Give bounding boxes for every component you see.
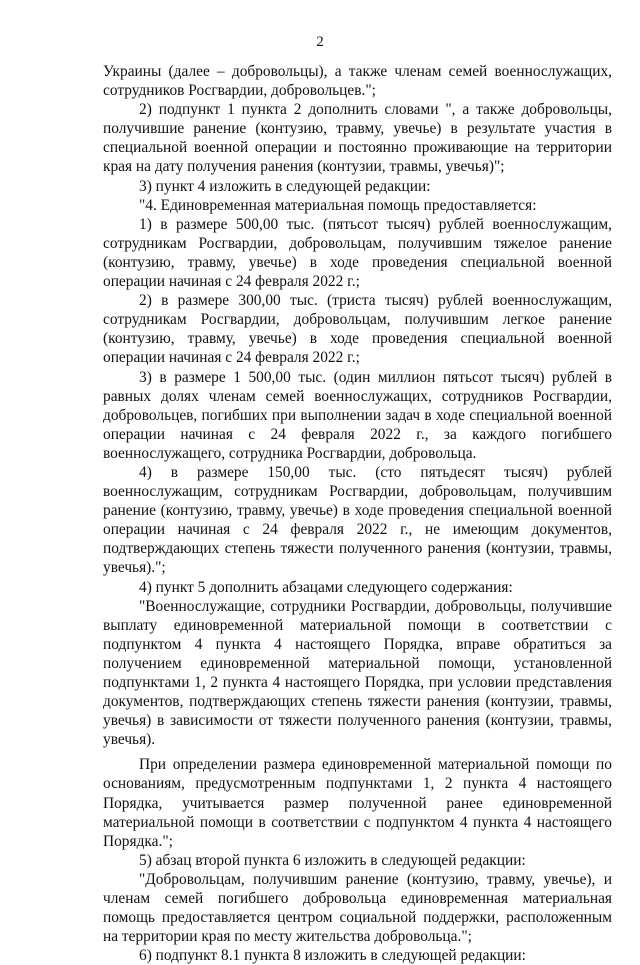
paragraph-continuation: Украины (далее – добровольцы), а также членам семей военнослужащих, сотрудников Росгвардии, добровольцев.";: [103, 63, 612, 100]
paragraph-determination: При определении размера единовременной материальной помощи по основаниям, предусмотренным подпунктами 1, 2 пункта 4 настоящего Порядка, учитывается размер полученной ранее единовременной материальной помощи в соответствии с подпунктом 4 пункта 4 настоящего Порядка.";: [103, 756, 612, 850]
paragraph-subpoint-2: 2) в размере 300,00 тыс. (триста тысяч) рублей военнослужащим, сотрудникам Росгвардии, добровольцам, получившим легкое ранение (контузию, травму, увечье) в ходе проведения специальной военной операции начиная с 24 февраля 2022 г.;: [103, 292, 612, 367]
paragraph-subpoint-1: 1) в размере 500,00 тыс. (пятьсот тысяч) рублей военнослужащим, сотрудникам Росгвардии, добровольцам, получившим тяжелое ранение (контузию, травму, увечье) в ходе проведения специальной военной операции начиная с 24 февраля 2022 г.;: [103, 215, 612, 291]
paragraph-item-4: 4) пункт 5 дополнить абзацами следующего содержания:: [139, 578, 513, 596]
paragraph-quoted-military: "Военнослужащие, сотрудники Росгвардии, добровольцы, получившие выплату единовременной материальной помощи в соответствии с подпунктом 4 пункта 4 настоящего Порядка, вправе обратиться за получением единовременной материальной помощи, установленной подпунктами 1, 2 пункта 4 настоящего Порядка, при условии представления документов, подтверждающих степень тяжести ранения (контузии, травмы, увечья) в зависимости от тяжести полученного ранения (контузии, травмы, увечья).: [103, 597, 612, 749]
document-body: [103, 62, 612, 965]
paragraph-item-5: 5) абзац второй пункта 6 изложить в следующей редакции:: [139, 851, 526, 869]
paragraph-quoted-volunteers: "Добровольцам, получившим ранение (контузию, травму, увечье), и членам семей погибшего добровольца единовременная материальная помощь предоставляется центром социальной поддержки, расположенным на территории края по месту жительства добровольца.";: [103, 870, 612, 946]
paragraph-item-6: 6) подпункт 8.1 пункта 8 изложить в следующей редакции:: [139, 947, 526, 965]
paragraph-item-3: 3) пункт 4 изложить в следующей редакции:: [139, 177, 431, 195]
paragraph-point-4-intro: "4. Единовременная материальная помощь предоставляется:: [139, 196, 537, 214]
page-number: 2: [316, 34, 324, 50]
paragraph-subpoint-3: 3) в размере 1 500,00 тыс. (один миллион пятьсот тысяч) рублей в равных долях членам семей военнослужащих, сотрудников Росгвардии, добровольцев, погибших при выполнении задач в ходе специальной военной операции начиная с 24 февраля 2022 г., за каждого погибшего военнослужащего, сотрудника Росгвардии, добровольца.: [103, 368, 612, 462]
paragraph-item-2: 2) подпункт 1 пункта 2 дополнить словами ", а также добровольцы, получившие ранение (контузию, травму, увечье) в результате участия в специальной военной операции и постоянно проживающие на территории края на дату получения ранения (контузии, травмы, увечья)";: [103, 101, 612, 176]
paragraph-subpoint-4: 4) в размере 150,00 тыс. (сто пятьдесят тысяч) рублей военнослужащим, сотрудникам Росгвардии, добровольцам, получившим ранение (контузию, травму, увечье) в ходе проведения специальной военной операции начиная с 24 февраля 2022 г., не имеющим документов, подтверждающих степень тяжести полученного ранения (контузии, травмы, увечья).";: [103, 463, 612, 577]
